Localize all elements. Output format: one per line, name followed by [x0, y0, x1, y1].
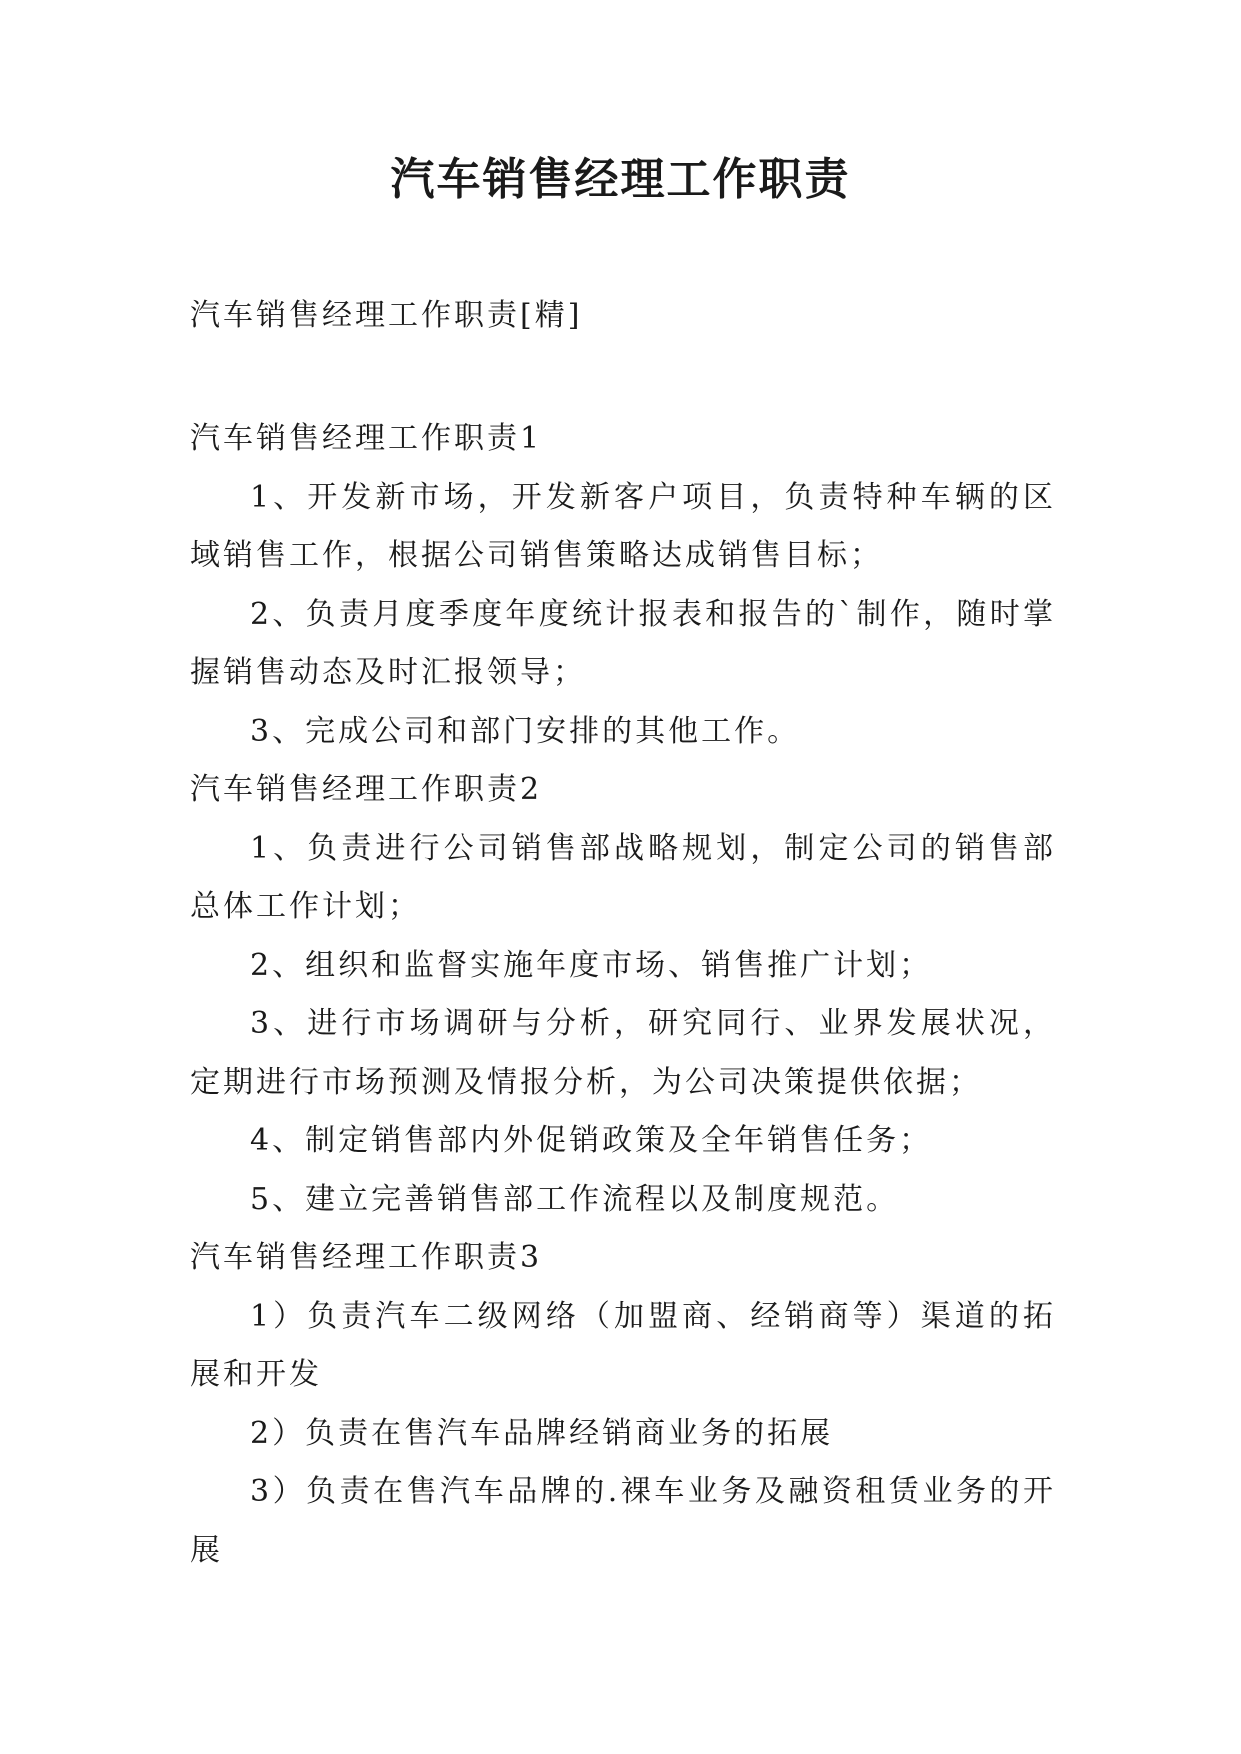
section-heading-3: 汽车销售经理工作职责3 — [190, 1240, 543, 1275]
section-heading-2: 汽车销售经理工作职责2 — [190, 772, 543, 807]
document-body — [190, 410, 1056, 1580]
section-1-item-1: 1、开发新市场，开发新客户项目，负责特种车辆的区域销售工作，根据公司销售策略达成销售目标； — [190, 479, 1056, 573]
section-heading-1: 汽车销售经理工作职责1 — [190, 421, 543, 456]
document-title: 汽车销售经理工作职责 — [390, 154, 851, 205]
section-3-item-1: 1）负责汽车二级网络（加盟商、经销商等）渠道的拓展和开发 — [190, 1298, 1056, 1392]
section-2-item-5: 5、建立完善销售部工作流程以及制度规范。 — [250, 1181, 900, 1217]
document-subtitle: 汽车销售经理工作职责[精] — [190, 298, 583, 333]
section-1-item-3: 3、完成公司和部门安排的其他工作。 — [250, 713, 801, 749]
section-2-item-2: 2、组织和监督实施年度市场、销售推广计划； — [250, 947, 933, 983]
section-1-item-2: 2、负责月度季度年度统计报表和报告的`制作，随时掌握销售动态及时汇报领导； — [190, 596, 1056, 690]
section-2-item-4: 4、制定销售部内外促销政策及全年销售任务； — [250, 1123, 933, 1158]
section-3-item-2: 2）负责在售汽车品牌经销商业务的拓展 — [250, 1415, 834, 1451]
section-3-item-3: 3）负责在售汽车品牌的.裸车业务及融资租赁业务的开展 — [190, 1474, 1056, 1568]
section-2-item-3: 3、进行市场调研与分析，研究同行、业界发展状况，定期进行市场预测及情报分析，为公司决策提供依据； — [190, 1006, 1056, 1100]
section-2-item-1: 1、负责进行公司销售部战略规划，制定公司的销售部总体工作计划； — [190, 830, 1056, 924]
